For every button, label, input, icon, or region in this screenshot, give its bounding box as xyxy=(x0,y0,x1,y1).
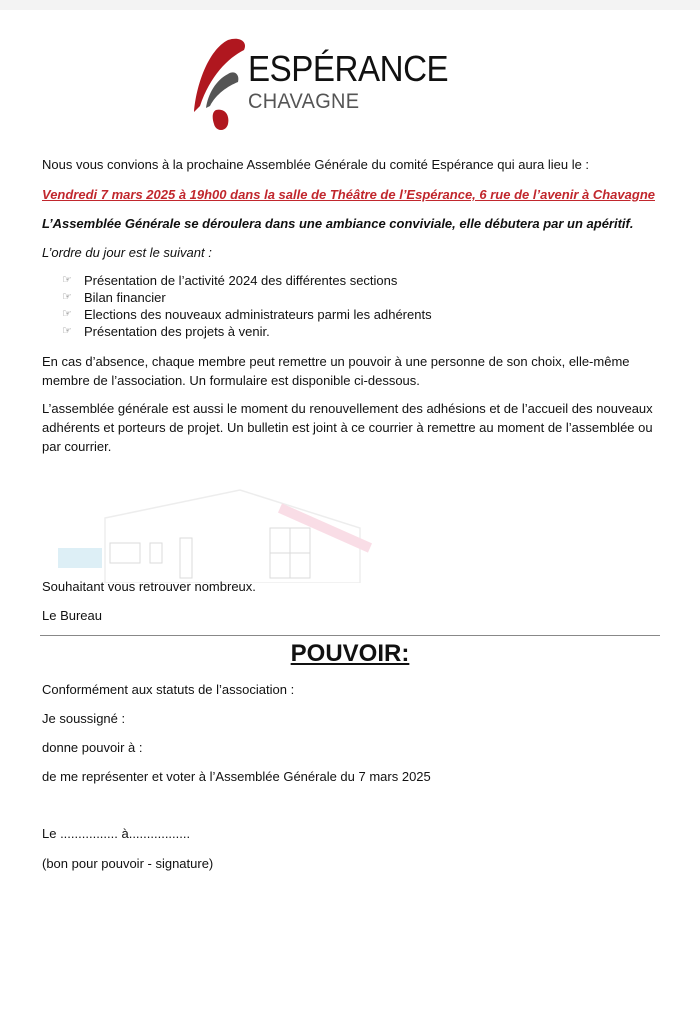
agenda-intro: L’ordre du jour est le suivant : xyxy=(42,245,212,260)
form-represent-line: de me représenter et voter à l’Assemblée Générale du 7 mars 2025 xyxy=(42,769,431,784)
building-watermark-icon xyxy=(50,488,380,583)
pointing-hand-icon: ☞ xyxy=(62,325,72,337)
form-give-power-line: donne pouvoir à : xyxy=(42,740,143,755)
list-item: ☞ Bilan financier xyxy=(62,290,166,305)
closing-text: Souhaitant vous retrouver nombreux. xyxy=(42,579,256,594)
form-undersigned-line: Je soussigné : xyxy=(42,711,126,726)
form-signature-line: (bon pour pouvoir - signature) xyxy=(42,856,214,871)
list-item: ☞ Présentation des projets à venir. xyxy=(62,324,270,339)
ambiance-text: L’Assemblée Générale se déroulera dans une ambiance conviviale, elle débutera par un apéritif. xyxy=(42,216,634,231)
form-date-place-line: Le ................ à................. xyxy=(42,826,191,841)
top-bar xyxy=(0,0,700,10)
intro-text: Nous vous convions à la prochaine Assemblée Générale du comité Espérance qui aura lieu le : xyxy=(42,157,590,172)
pouvoir-title: POUVOIR: xyxy=(290,640,410,667)
section-divider xyxy=(40,635,660,636)
list-item: ☞ Elections des nouveaux administrateurs parmi les adhérents xyxy=(62,307,432,322)
esperance-logo xyxy=(188,36,449,136)
list-item: ☞ Présentation de l’activité 2024 des différentes sections xyxy=(62,273,398,288)
agenda-list xyxy=(62,272,432,340)
signature-text: Le Bureau xyxy=(42,608,102,623)
event-date-location: Vendredi 7 mars 2025 à 19h00 dans la salle de Théâtre de l’Espérance, 6 rue de l’avenir à Chavagne xyxy=(42,187,655,202)
logo-subtitle: CHAVAGNE xyxy=(248,90,360,113)
logo-title: ESPÉRANCE xyxy=(248,48,449,89)
logo-swoosh-icon xyxy=(188,36,248,136)
pointing-hand-icon: ☞ xyxy=(62,308,72,320)
renewal-paragraph: L’assemblée générale est aussi le moment du renouvellement des adhésions et de l’accueil des nouveaux adhérents et porteurs de projet. Un bulletin est joint à ce courrier à remettre au moment de l’assemblée ou par courrier. xyxy=(42,401,653,454)
form-statutes-line: Conformément aux statuts de l’association : xyxy=(42,682,295,697)
absence-paragraph: En cas d’absence, chaque membre peut remettre un pouvoir à une personne de son choix, elle-même membre de l’association. Un formulaire est disponible ci-dessous. xyxy=(42,354,630,388)
pointing-hand-icon: ☞ xyxy=(62,291,72,303)
pointing-hand-icon: ☞ xyxy=(62,274,72,286)
